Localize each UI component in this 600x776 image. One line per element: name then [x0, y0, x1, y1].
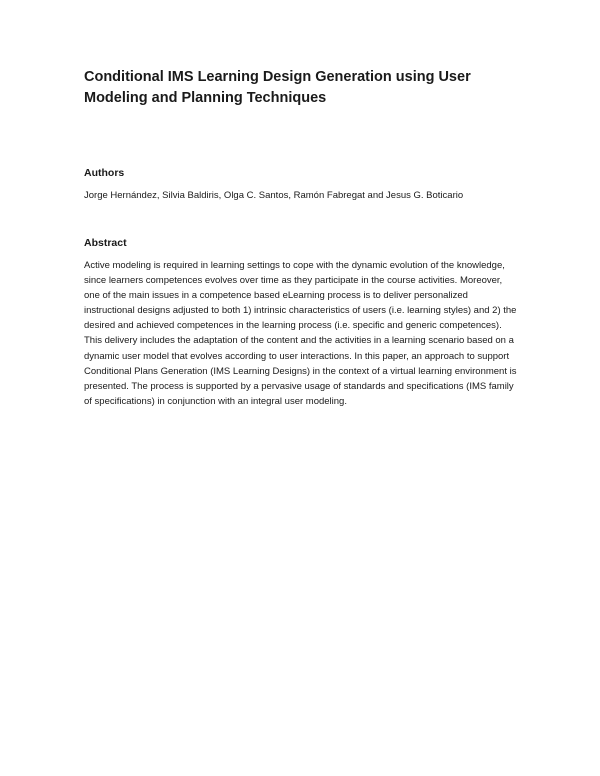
- abstract-text: Active modeling is required in learning settings to cope with the dynamic evolution of the knowledge, since learners competences evolves over time as they participate in the course activities. Moreover, one of the main issues in a competence based eLearning process is to deliver personalized instructional designs adjusted to both 1) intrinsic characteristics of users (i.e. learning styles) and 2) the desired and achieved competences in the learning process (i.e. specific and generic competences). This delivery includes the adaptation of the content and the activities in a learning scenario based on a dynamic user model that evolves according to user interactions. In this paper, an approach to support Conditional Plans Generation (IMS Learning Designs) in the context of a virtual learning environment is presented. The process is supported by a pervasive usage of standards and specifications (IMS family of specifications) in conjunction with an integral user modeling.: [84, 260, 517, 407]
- authors-heading: Authors: [84, 167, 125, 179]
- authors-list: Jorge Hernández, Silvia Baldiris, Olga C. Santos, Ramón Fabregat and Jesus G. Boticario: [84, 190, 464, 201]
- paper-title: Conditional IMS Learning Design Generation using User Modeling and Planning Techniques: [84, 69, 471, 106]
- abstract-heading: Abstract: [84, 237, 127, 249]
